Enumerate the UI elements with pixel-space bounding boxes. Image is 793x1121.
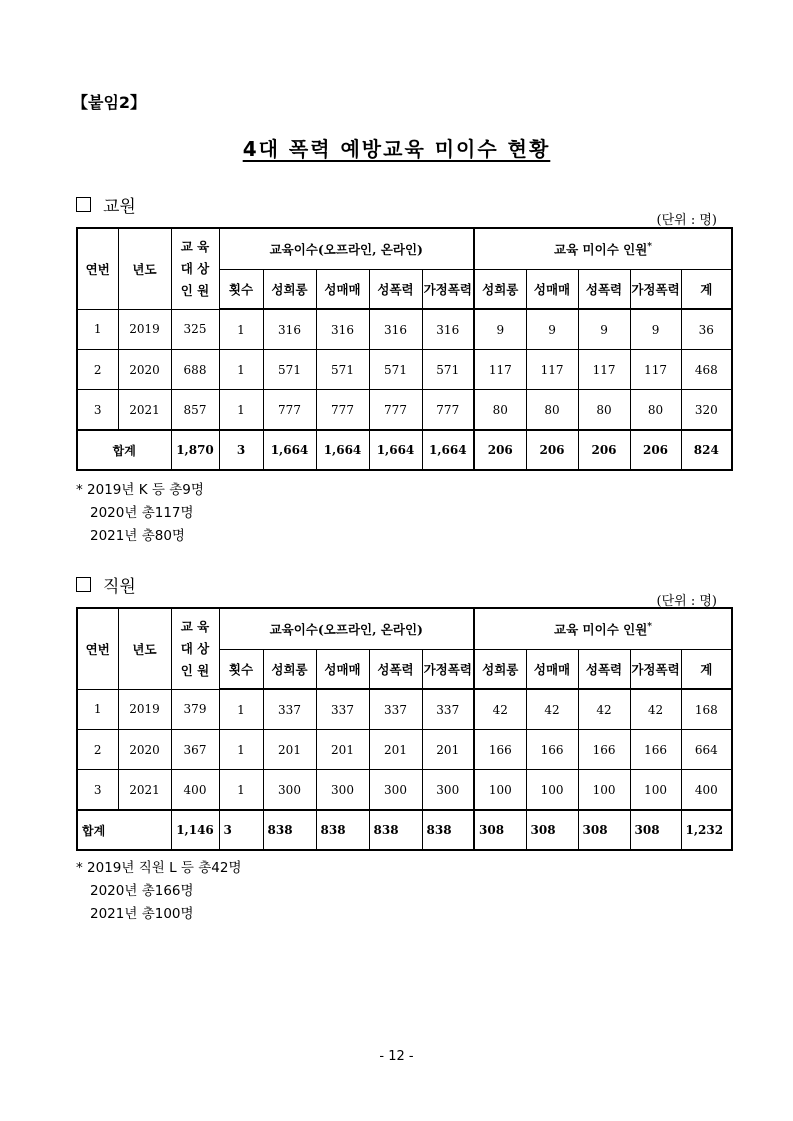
table-row: 2 2020 367 1 201 201 201 201 166 166 166 166 664: [77, 730, 732, 770]
note-line: 2021년 총100명: [90, 906, 194, 922]
header-c4: 가정폭력: [422, 650, 474, 690]
note-line: 2021년 총80명: [90, 528, 185, 544]
header-n2: 성매매: [526, 650, 578, 690]
attachment-label: 【붙임2】: [72, 93, 147, 112]
header-n3: 성폭력: [578, 270, 630, 310]
header-year: 년도: [118, 608, 171, 689]
header-incomplete-group: 교육 미이수 인원*: [474, 608, 732, 650]
note-line: 2020년 총117명: [90, 505, 194, 521]
table-row: 2 2020 688 1 571 571 571 571 117 117 117 117 468: [77, 350, 732, 390]
note-line: * 2019년 직원 L 등 총42명: [76, 860, 242, 876]
header-c1: 성희롱: [263, 270, 316, 310]
header-n4: 가정폭력: [630, 270, 681, 310]
page-number: - 12 -: [379, 1049, 414, 1064]
section-title: 교원: [103, 197, 136, 217]
header-c2: 성매매: [316, 270, 369, 310]
header-target: 교 육 대 상 인 원: [171, 228, 219, 309]
header-n2: 성매매: [526, 270, 578, 310]
note-line: 2020년 총166명: [90, 883, 194, 899]
table-total-row: 합계 1,870 3 1,664 1,664 1,664 1,664 206 206 206 206 824: [77, 430, 732, 470]
table-row: 1 2019 325 1 316 316 316 316 9 9 9 9 36: [77, 309, 732, 350]
page-title: 4대 폭력 예방교육 미이수 현황: [242, 137, 551, 161]
header-c3: 성폭력: [369, 650, 422, 690]
header-n1: 성희롱: [474, 650, 526, 690]
unit-label: (단위 : 명): [656, 594, 717, 609]
table-row: 1 2019 379 1 337 337 337 337 42 42 42 42 168: [77, 689, 732, 730]
header-c2: 성매매: [316, 650, 369, 690]
table-total-row: 합계 1,146 3 838 838 838 838 308 308 308 308 1,232: [77, 810, 732, 850]
faculty-notes: [76, 479, 204, 548]
header-count: 횟수: [219, 270, 263, 310]
faculty-table: [76, 227, 733, 471]
header-year: 년도: [118, 228, 171, 309]
staff-notes: [76, 857, 242, 926]
staff-table: [76, 607, 733, 851]
header-n4: 가정폭력: [630, 650, 681, 690]
unit-label: (단위 : 명): [656, 213, 717, 228]
section-heading-faculty: [76, 192, 136, 217]
header-c1: 성희롱: [263, 650, 316, 690]
note-line: * 2019년 K 등 총9명: [76, 482, 204, 498]
header-total: 계: [681, 270, 732, 310]
header-c4: 가정폭력: [422, 270, 474, 310]
section-heading-staff: [76, 572, 136, 597]
table-row: 3 2021 857 1 777 777 777 777 80 80 80 80 320: [77, 390, 732, 431]
header-no: 연번: [77, 608, 118, 689]
table-row: 3 2021 400 1 300 300 300 300 100 100 100 100 400: [77, 770, 732, 811]
header-completed-group: 교육이수(오프라인, 온라인): [219, 228, 474, 270]
header-target: 교 육 대 상 인 원: [171, 608, 219, 689]
header-incomplete-group: 교육 미이수 인원*: [474, 228, 732, 270]
header-n3: 성폭력: [578, 650, 630, 690]
header-count: 횟수: [219, 650, 263, 690]
header-no: 연번: [77, 228, 118, 309]
header-c3: 성폭력: [369, 270, 422, 310]
header-n1: 성희롱: [474, 270, 526, 310]
checkbox-square-icon: [76, 577, 91, 592]
checkbox-square-icon: [76, 197, 91, 212]
section-title: 직원: [103, 577, 136, 597]
header-completed-group: 교육이수(오프라인, 온라인): [219, 608, 474, 650]
header-total: 계: [681, 650, 732, 690]
